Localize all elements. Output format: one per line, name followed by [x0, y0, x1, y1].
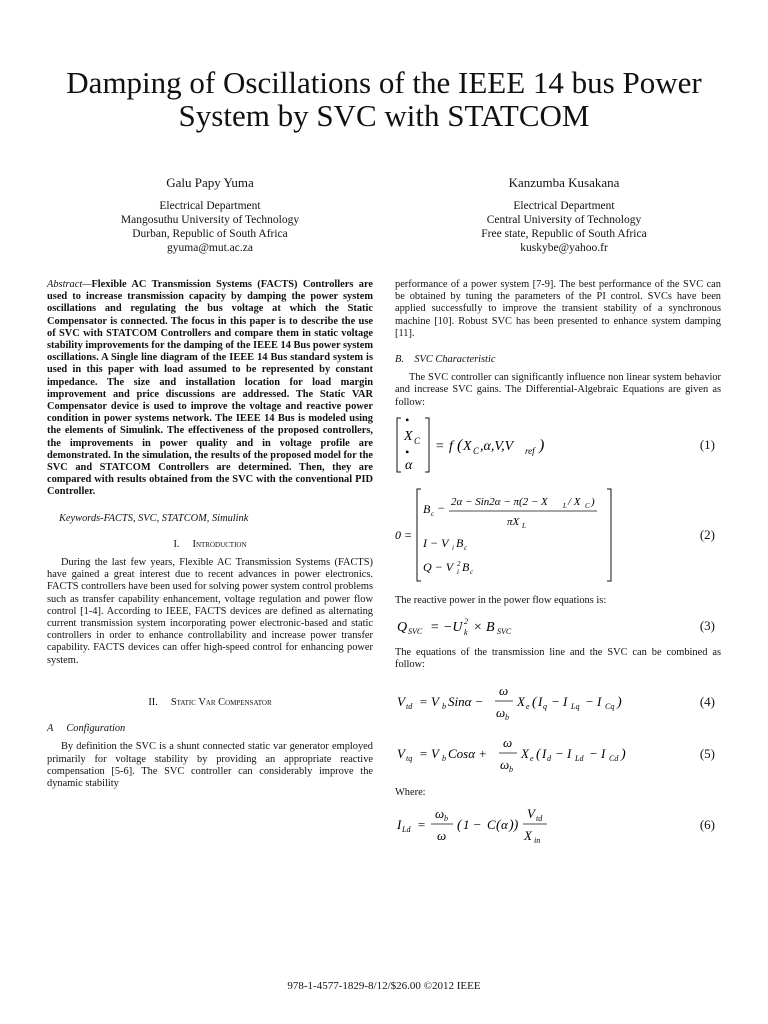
- svg-text:X: X: [463, 438, 472, 454]
- svg-text:B: B: [456, 535, 464, 550]
- svg-text:i: i: [457, 567, 459, 576]
- svg-text:× B: × B: [473, 620, 495, 636]
- subsection-heading-b: [395, 354, 721, 366]
- svg-text:V: V: [527, 805, 535, 821]
- author-location: Durban, Republic of South Africa: [132, 228, 288, 240]
- intro-paragraph: During the last few years, Flexible AC Transmission Systems (FACTS) have gained a great interest due to recent advances in power electronics. FACTS controllers have been used for solving power system control problems such as transfer capability enhancement, voltage regulation and power flow control [1-4]. According to IEEE, FACTS devices are defined as alternating current transmission system incorporating power electronic-based and static controllers in order to enhance controllability and increase power transfer capability. FACTS devices can offer high-speed control for enhancing power system.: [47, 557, 373, 666]
- footer-copyright: 978-1-4577-1829-8/12/$26.00 ©2012 IEEE: [287, 980, 481, 992]
- svg-text:πX: πX: [507, 515, 520, 528]
- author-block-1: [60, 176, 360, 255]
- svg-text:td: td: [406, 702, 413, 712]
- svg-text:V: V: [397, 694, 405, 710]
- svg-text:f: f: [449, 438, 453, 454]
- svg-text:− I: − I: [555, 746, 572, 762]
- svg-text:Q − V: Q − V: [423, 559, 454, 574]
- svg-text:e: e: [526, 702, 530, 712]
- svg-text:SVC: SVC: [408, 627, 423, 637]
- svg-text:0 =: 0 =: [395, 527, 413, 542]
- transmission-text: The equations of the transmission line and the SVC can be combined as follow:: [395, 647, 721, 671]
- svg-text:): ): [591, 495, 595, 508]
- svg-text:Lq: Lq: [571, 702, 580, 712]
- svg-text:q: q: [543, 702, 547, 712]
- equation-4: [395, 679, 721, 725]
- svg-text:α: α: [405, 457, 413, 473]
- svg-text:2α − Sin2α − π(2 − X: 2α − Sin2α − π(2 − X: [451, 495, 548, 508]
- svg-text:1 −: 1 −: [463, 816, 482, 832]
- config-paragraph: By definition the SVC is a shunt connected static var generator employed primarily for voltage stability by providing an appropriate reactive compensation [5-6]. The SVC controller can considerably improve the dynamic stability: [47, 741, 373, 789]
- paper-title: Damping of Oscillations of the IEEE 14 bus Power System by SVC with STATCOM: [66, 65, 702, 133]
- svg-text:b: b: [442, 702, 446, 712]
- svg-text:e: e: [530, 754, 534, 764]
- svg-text:Ld: Ld: [402, 824, 411, 834]
- svg-text:B: B: [462, 559, 470, 574]
- svg-text:−: −: [437, 500, 446, 515]
- svg-text:− I: − I: [589, 746, 606, 762]
- author-name: Kanzumba Kusakana: [508, 175, 620, 190]
- svg-text:td: td: [536, 813, 543, 823]
- svg-text:I: I: [542, 746, 547, 762]
- section-title: Introduction: [192, 538, 247, 550]
- equation-4-formula: [395, 680, 655, 724]
- svg-text:=: =: [435, 438, 445, 454]
- equation-number: (3): [699, 617, 715, 633]
- abstract: [47, 279, 373, 499]
- svg-text:ω: ω: [435, 805, 445, 821]
- author-email: gyuma@mut.ac.za: [167, 242, 253, 254]
- svg-text:d: d: [547, 754, 551, 764]
- svg-text:in: in: [534, 835, 541, 845]
- svg-text:C: C: [585, 501, 590, 510]
- svg-text:)): )): [509, 817, 519, 833]
- equation-number: (1): [699, 436, 715, 452]
- author-org: Central University of Technology: [486, 214, 642, 226]
- svg-text:ω: ω: [499, 683, 509, 699]
- svg-text:/ X: / X: [568, 495, 581, 508]
- svg-text:= −U: = −U: [430, 620, 463, 636]
- reactive-power-text: The reactive power in the power flow equations is:: [395, 594, 607, 606]
- subsection-number: A: [47, 723, 54, 735]
- author-dept: Electrical Department: [159, 200, 261, 212]
- svg-text:b: b: [442, 754, 446, 764]
- subsection-number: B.: [395, 354, 404, 366]
- equation-number: (6): [699, 816, 715, 832]
- svg-text:): ): [617, 695, 622, 711]
- svg-text:b: b: [509, 765, 513, 775]
- svg-text:(: (: [496, 817, 501, 833]
- equation-number: (5): [699, 746, 715, 762]
- author-org: Mangosuthu University of Technology: [120, 214, 300, 226]
- svg-text:c: c: [470, 567, 474, 576]
- svg-text:C: C: [487, 816, 496, 832]
- svg-text:(: (: [457, 817, 462, 833]
- abstract-lead: Abstract—: [47, 279, 92, 290]
- equation-3-formula: [395, 612, 595, 640]
- author-block-2: [414, 176, 714, 255]
- svg-text:X: X: [524, 827, 532, 843]
- svg-text:i: i: [452, 543, 454, 552]
- svg-text:•: •: [405, 444, 410, 459]
- svg-text:C: C: [473, 445, 480, 456]
- svg-text:Q: Q: [397, 620, 408, 636]
- svg-text:c: c: [464, 543, 468, 552]
- equation-3: [395, 611, 721, 641]
- svg-text:Cd: Cd: [609, 754, 619, 764]
- svg-text:c: c: [431, 509, 435, 518]
- svg-text:I: I: [538, 694, 543, 710]
- section-heading-2: [47, 697, 373, 709]
- author-dept: Electrical Department: [513, 200, 615, 212]
- svg-text:k: k: [464, 628, 468, 638]
- svg-text:X: X: [404, 428, 413, 444]
- svg-text:2: 2: [457, 559, 461, 568]
- svg-text:− I: − I: [585, 694, 602, 710]
- svg-text:b: b: [505, 713, 509, 723]
- svg-text:ω: ω: [496, 705, 506, 721]
- subsection-heading-a: [47, 723, 373, 735]
- svg-text:B: B: [423, 501, 431, 516]
- equation-6: [395, 802, 721, 848]
- left-column: [47, 279, 373, 790]
- svg-text:(: (: [532, 695, 537, 711]
- section-title: Static Var Compensator: [170, 696, 272, 708]
- svg-text:Cq: Cq: [605, 702, 615, 712]
- svg-text:,α,V,V: ,α,V,V: [480, 438, 514, 454]
- right-column: [395, 279, 721, 848]
- equation-2-formula: [395, 485, 655, 585]
- svg-text:= V: = V: [419, 694, 439, 710]
- section-heading-1: [47, 539, 373, 551]
- svg-text:X: X: [517, 694, 525, 710]
- svg-text:ω: ω: [437, 827, 447, 843]
- equation-1: [395, 413, 721, 477]
- svg-text:= V: = V: [419, 746, 439, 762]
- svg-text:I − V: I − V: [423, 535, 449, 550]
- svg-text:(: (: [457, 436, 463, 454]
- svg-text:− I: − I: [551, 694, 568, 710]
- author-email: kuskybe@yahoo.fr: [520, 242, 608, 254]
- section-number: I.: [173, 538, 180, 550]
- svg-text:ω: ω: [503, 735, 513, 751]
- equation-1-formula: [395, 414, 655, 476]
- svg-text:ref: ref: [525, 445, 535, 456]
- equation-5: [395, 731, 721, 777]
- author-name: Galu Papy Yuma: [166, 175, 254, 190]
- subsection-title: SVC Characteristic: [414, 354, 496, 366]
- abstract-body: Flexible AC Transmission Systems (FACTS) Controllers are used to increase transmission capacity by damping the power system oscillations and regulating the bus voltage at which the Static Compensator is connected. The focus in this paper is to describe the use of SVC with STATCOM Controllers and compare them in static voltage stability improvements for the damping of the IEEE 14 Bus power system oscillations. A Single line diagram of the IEEE 14 Bus standard system is used in this paper with load assumed to be represented by constant impedance. The size and installation location for load margin improvement and price discussions are addressed. The Static VAR Compensator device is used to improve the voltage and reactive power condition in power systems network. The IEEE 14 Bus is modeled using the elements of Simulink. The effectiveness of the proposed controllers, the improvements in power quality and in voltage profile are demonstrated. In the simulation, the results of the proposed model for the SVC and STATCOM Controllers are determined. Then, they are compared with results obtained from the SVC with the conventional PID Controller.: [47, 279, 373, 498]
- svg-text:SVC: SVC: [497, 627, 512, 637]
- svg-text:L: L: [563, 501, 567, 510]
- equation-number: (2): [699, 526, 715, 542]
- equation-5-formula: [395, 732, 655, 776]
- equation-6-formula: [395, 803, 655, 847]
- svg-text:•: •: [405, 413, 410, 427]
- svg-text:b: b: [444, 813, 448, 823]
- equation-number: (4): [699, 694, 715, 710]
- where-label: Where:: [395, 787, 426, 799]
- svg-text:=: =: [417, 816, 426, 832]
- svg-text:): ): [539, 436, 545, 454]
- subsection-title: Configuration: [66, 723, 126, 735]
- svc-characteristic-paragraph: The SVC controller can significantly influence non linear system behavior and increase SVC gains. The Differential-Algebraic Equations are given as follow:: [395, 372, 721, 408]
- continued-paragraph: performance of a power system [7-9]. The best performance of the SVC can be obtained by tuning the parameters of the PI control. SVCs have been applied successfully to improve the transient stability of a synchronous machine [10]. Robust SVC has been presented to enhance system damping [11].: [395, 279, 721, 339]
- svg-text:ω: ω: [500, 757, 510, 773]
- svg-text:L: L: [522, 521, 526, 530]
- svg-text:C: C: [414, 435, 421, 446]
- svg-text:α: α: [501, 816, 508, 832]
- svg-text:(: (: [536, 747, 541, 763]
- svg-text:X: X: [521, 746, 529, 762]
- section-number: II.: [148, 696, 158, 708]
- author-location: Free state, Republic of South Africa: [481, 228, 647, 240]
- svg-text:2: 2: [464, 617, 468, 627]
- svg-text:Sinα −: Sinα −: [448, 694, 484, 710]
- svg-text:Ld: Ld: [575, 754, 584, 764]
- svg-text:I: I: [397, 816, 402, 832]
- svg-text:): ): [621, 747, 626, 763]
- svg-text:V: V: [397, 746, 405, 762]
- svg-text:Cosα +: Cosα +: [448, 746, 488, 762]
- keywords: Keywords-FACTS, SVC, STATCOM, Simulink: [59, 512, 249, 524]
- svg-text:tq: tq: [406, 754, 413, 764]
- equation-2: [395, 483, 721, 587]
